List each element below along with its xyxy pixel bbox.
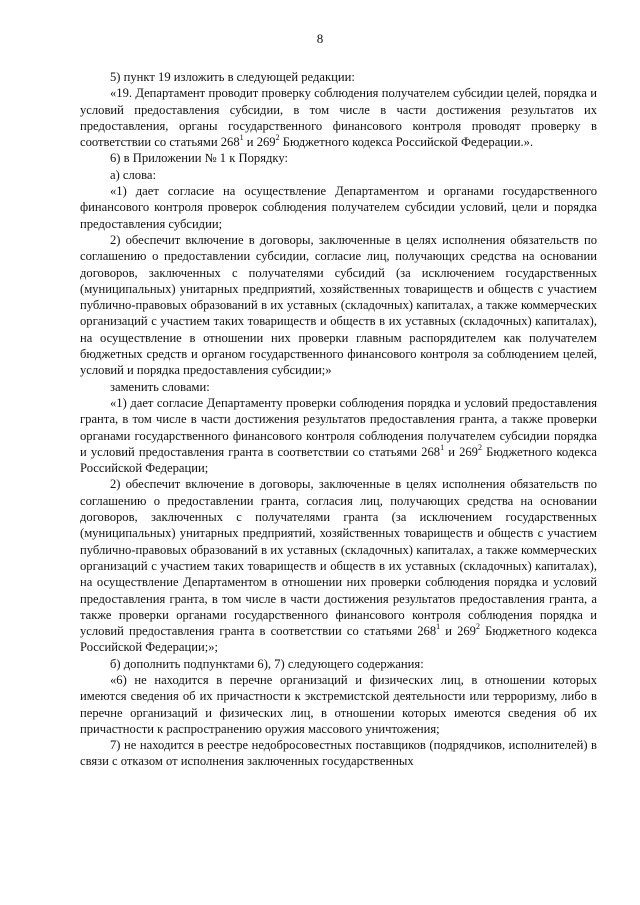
text-segment: 5) пункт 19 изложить в следующей редакции: (110, 70, 355, 84)
text-segment: а) слова: (110, 167, 156, 182)
paragraph (80, 737, 597, 770)
text-segment: 6) в Приложении № 1 к Порядку: (110, 151, 288, 166)
superscript: 1 (436, 621, 441, 631)
text-segment: 2) обеспечит включение в договоры, заключенные в целях исполнения обязательств по соглашению о предоставлении субсидии, согласие лиц, получающих средства на основании договоров, заключенных с получателями субсидий (за исключением государственных (муниципальных) унитарных предприятий, хозяйственных товариществ и обществ с участием публично-правовых образований в их уставных (складочных) капиталах, а также коммерческих организаций с участием таких товариществ и обществ в их уставных (складочных) капиталах), на осуществление в отношении них проверки главным распорядителем как получателем бюджетных средств и органом государственного финансового контроля за соблюдением целей, условий и порядка предоставления субсидии;» (80, 232, 597, 378)
text-segment: «1) дает согласие на осуществление Департаментом и органами государственного финансового контроля проверок соблюдения получателем субсидии условий, цели и порядка предоставления субсидии; (80, 184, 597, 231)
superscript: 2 (475, 621, 480, 631)
superscript: 2 (477, 442, 482, 452)
text-segment: б) дополнить подпунктами 6), 7) следующего содержания: (110, 656, 424, 671)
paragraph (80, 150, 597, 166)
text-segment: Бюджетного кодекса Российской Федерации.». (279, 135, 534, 150)
paragraph (80, 69, 597, 85)
text-segment: и 269 (440, 624, 476, 639)
paragraph (80, 476, 597, 655)
text-segment: и 269 (444, 444, 478, 459)
paragraph (80, 167, 597, 183)
text-segment: Бюджетного кодекса Российской Федерации;»; (80, 624, 597, 655)
document-body (80, 69, 597, 770)
paragraph (80, 183, 597, 232)
text-segment: заменить словами: (110, 379, 210, 394)
superscript: 1 (440, 442, 445, 452)
paragraph (80, 395, 597, 476)
superscript: 2 (275, 133, 280, 142)
text-segment: «6) не находится в перечне организаций и физических лиц, в отношении которых имеются сведения об их причастности к экстремистской деятельности или терроризму, либо в перечне организаций и физических лиц, в отношении которых имеются сведения об их причастности к распространению оружия массового уничтожения; (80, 672, 597, 736)
text-segment: «1) дает согласие Департаменту проверки соблюдения порядка и условий предоставления гранта, в том числе в части достижения результатов предоставления гранта, а также проверки органами государственного финансового контроля соблюдения получателем субсидии порядка и условий предоставления гранта в соответствии со статьями 268 (80, 395, 597, 459)
paragraph (80, 379, 597, 395)
paragraph (80, 672, 597, 737)
paragraph (80, 85, 597, 150)
paragraph (80, 232, 597, 379)
text-segment: 2) обеспечит включение в договоры, заключенные в целях исполнения обязательств по соглашению о предоставлении гранта, согласия лиц, получающих средства на основании договоров, заключенных с получателями гранта (за исключением государственных (муниципальных) унитарных предприятий, хозяйственных товариществ и обществ с участием публично-правовых образований в их уставных (складочных) капиталах, а также коммерческих организаций с участием таких товариществ и обществ в их уставных (складочных) капиталах), на осуществление Департаментом в отношении них проверки соблюдения порядка и условий предоставления гранта, в том числе в части достижения результатов предоставления гранта, а также проверки органами государственного финансового контроля соблюдения порядка и условий предоставления гранта в соответствии со статьями 268 (80, 477, 597, 639)
text-segment: 7) не находится в реестре недобросовестных поставщиков (подрядчиков, исполнителей) в связи с отказом от исполнения заключенных государственных (80, 738, 597, 769)
text-segment: и 269 (243, 135, 276, 150)
superscript: 1 (239, 133, 244, 142)
text-segment: «19. Департамент проводит проверку соблюдения получателем субсидии целей, порядка и условий предоставления субсидии, в том числе в части достижения результатов их предоставления, органы государственного финансового контроля проводят проверку в соответствии со статьями 268 (80, 86, 597, 150)
text-segment: Бюджетного кодекса Российской Федерации; (80, 444, 597, 476)
page-number: 8 (316, 31, 324, 46)
paragraph (80, 656, 597, 672)
